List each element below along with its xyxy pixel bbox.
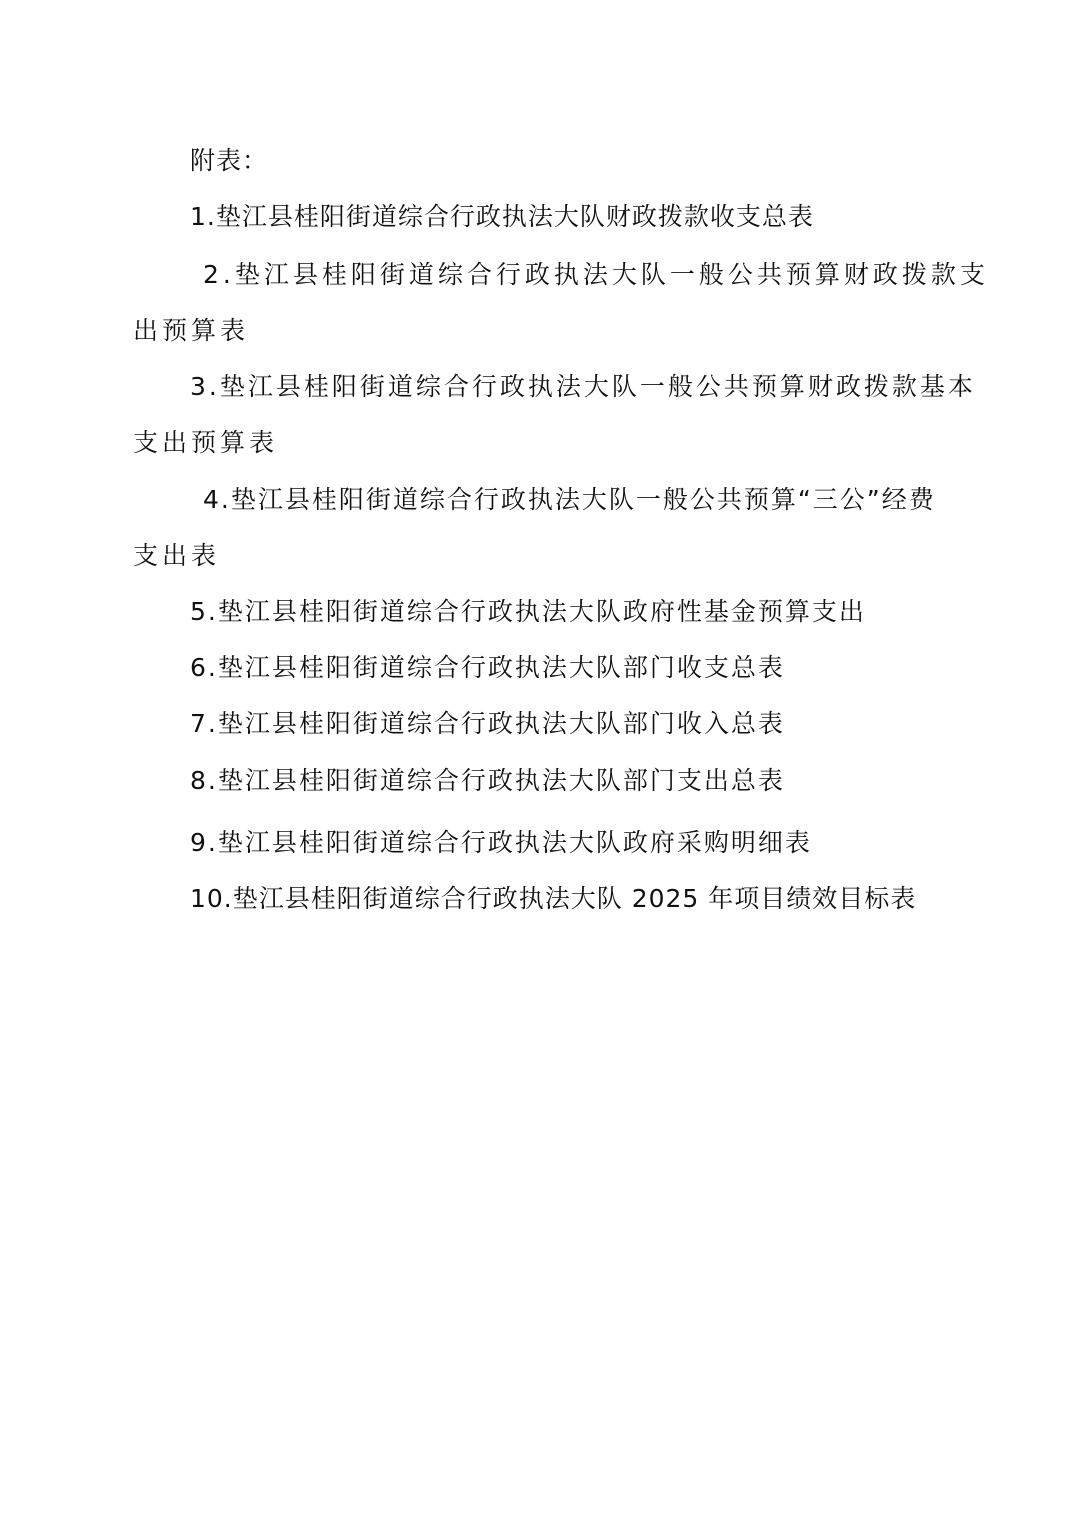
attachment-item-10: 10.垫江县桂阳街道综合行政执法大队 2025 年项目绩效目标表	[190, 884, 917, 913]
attachment-item-4-line-1: 4.垫江县桂阳街道综合行政执法大队一般公共预算“三公”经费	[203, 485, 936, 514]
attachment-item-5: 5.垫江县桂阳街道综合行政执法大队政府性基金预算支出	[190, 597, 866, 626]
attachment-item-8: 8.垫江县桂阳街道综合行政执法大队部门支出总表	[190, 766, 785, 795]
attachment-item-1: 1.垫江县桂阳街道综合行政执法大队财政拨款收支总表	[190, 202, 814, 231]
attachment-item-3-line-2: 支出预算表	[133, 428, 279, 457]
attachment-item-6: 6.垫江县桂阳街道综合行政执法大队部门收支总表	[190, 653, 785, 682]
attachment-item-7: 7.垫江县桂阳街道综合行政执法大队部门收入总表	[190, 709, 785, 738]
attachment-heading: 附表：	[190, 146, 269, 175]
attachment-item-4-line-2: 支出表	[133, 541, 221, 570]
attachment-item-9: 9.垫江县桂阳街道综合行政执法大队政府采购明细表	[190, 828, 812, 857]
attachment-item-2-line-2: 出预算表	[133, 316, 250, 345]
attachment-item-2-line-1: 2.垫江县桂阳街道综合行政执法大队一般公共预算财政拨款支	[203, 260, 989, 289]
attachment-item-3-line-1: 3.垫江县桂阳街道综合行政执法大队一般公共预算财政拨款基本	[190, 372, 976, 401]
